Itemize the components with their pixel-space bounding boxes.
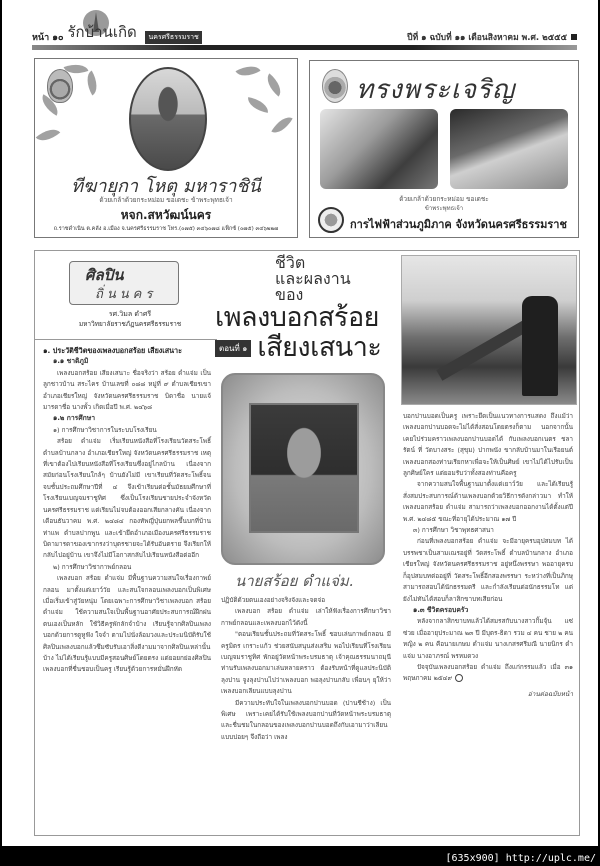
headline-line-5: เสียงเสนาะ <box>257 332 382 363</box>
ad-dedication-2: ข้าพระพุทธเจ้า <box>424 205 464 212</box>
author-name: รศ.วิมล ดำศรี <box>108 310 152 318</box>
subsection-heading: ๑.๑ ชาติภูมิ <box>53 357 89 366</box>
issue-info <box>407 30 577 44</box>
leaves-decoration <box>35 59 105 149</box>
ad-tribute-text: ทีฆายุกา โหตุ มหาราชินี <box>71 176 261 197</box>
episode-badge: ตอนที่ ๑ <box>215 340 251 357</box>
queen-portrait <box>129 67 207 171</box>
pea-emblem-icon <box>318 207 344 233</box>
ad-dedication-1: ด้วยเกล้าด้วยกระหม่อม ขอเดชะ <box>399 195 489 203</box>
paragraph: "ตอนเรียนชั้นประถมที่วัดสระโพธิ์ ชอบเล่นกาพย์กลอน มีครูมิตร เกราะแก้ว ช่วยสนับสนุนส่งเสริม พอไปเรียนที่โรงเรียนเบญจมราชูทิศ พักอยู่วัดหน้าพระบรมธาตุ เจ้าคุณธรรมนาถมุนี ท่านรับเพลงบอกมาเล่นหลายคราว ต้องรับหน้าที่ดูแลประนิบัติลุงปาน จูงลุงปานไปว่าเพลงบอก พอลุงปานกลับ เพื่อนๆ ยุให้ว่าเพลงบอกเลียนแบบลุงปาน <box>221 630 391 696</box>
article-column-2 <box>221 595 391 743</box>
royal-seal-icon <box>322 69 348 103</box>
paragraph: เพลงบอกสร้อย เสียงเสนาะ ชื่อจริงว่า สร้อย ดำแจ่ม เป็นลูกชาวบ้าน สระไคร บ้านเลขที่ ๐๘๘ หมู่ที่ ๙ ตำบลเชียรเขา อำเภอเชียรใหญ่ จังหวัดนครศรีธรรมราช บิดาชื่อ นายแจ้ มารดาชื่อ นางพั้ว เกิดเมื่อปี พ.ศ. ๒๔๖๘ <box>43 368 211 412</box>
paragraph: จากความสนใจพื้นฐานมาตั้งแต่เยาว์วัย และได้เรียนรู้สั่งสมประสบการณ์ด้านเพลงบอกด้วยวิธีการดังกล่าวมา ทำให้เพลงบอกสร้อย ดำแจ่ม สามารถว่าเพลงบอกออกงานได้ตั้งแต่ปี พ.ศ. ๒๔๘๕ ขณะที่อายุได้ประมาณ ๑๗ ปี <box>403 480 573 523</box>
sub-item-heading: ๒) การศึกษาวิชากาพย์กลอน <box>53 562 132 571</box>
brand-tag: นครศรีธรรมราช <box>145 31 201 44</box>
ad-org: การไฟฟ้าส่วนภูมิภาค จังหวัดนครศรีธรรมราช <box>350 218 567 231</box>
square-bullet-icon <box>571 34 577 40</box>
ad-company: หจก.สหวัฒน์นคร <box>120 208 212 222</box>
masthead-rule <box>32 45 577 50</box>
article-headline <box>215 255 415 363</box>
paragraph: สร้อย ดำแจ่ม เริ่มเรียนหนังสือที่โรงเรียนวัดสระโพธิ์ ตำบลบ้านกลาง อำเภอเชียรใหญ่ จังหวัดนครศรีธรรมราช เหตุที่เขาต้องไปเรียนหนังสือที่โรงเรียนซึ่งอยู่ไกลบ้าน เนื่องจากสมัยก่อนโรงเรียนใกล้ๆ บ้านยังไม่มี เขาเรียนที่วัดสระโพธิ์จนจบชั้นประถมศึกษาปีที่ ๔ จึงเข้าเรียนต่อชั้นมัธยมศึกษาที่โรงเรียนเบญจมราชูทิศ ซึ่งเป็นโรงเรียนชายประจำจังหวัดนครศรีธรรมราช แต่เรียนไม่จบต้องออกเสียกลางคัน เนื่องจากเดือนธันวาคม พ.ศ. ๒๔๘๔ กองทัพญี่ปุ่นยกพลขึ้นบกที่บ้านท่าแพ ตำบลปากพูน และเข้ายึดอำเภอเมืองนครศรีธรรมราช บิดามารดาของเขากรงว่าบุตรชายจะได้รับอันตราย จึงเรียกให้กลับไปอยู่บ้าน เขาจึงไม่มีโอกาสกลับไปเรียนหนังสือต่ออีก <box>43 437 211 560</box>
sub-item-heading: ๑) การศึกษาวิชาการในระบบโรงเรียน <box>53 425 157 434</box>
continued-next-issue: อ่านต่อฉบับหน้า <box>527 689 573 698</box>
photo-detail <box>522 296 558 396</box>
portrait-frame <box>221 373 385 565</box>
author-affiliation: มหาวิทยาลัยราชภัฏนครศรีธรรมราช <box>78 320 182 328</box>
sub-item-heading: ๓) การศึกษา วิชาพุทธศาสนา <box>413 526 494 535</box>
headline-line-3: ของ <box>275 285 304 304</box>
subsection-heading: ๑.๒ การศึกษา <box>53 414 96 423</box>
headline-line-2: และผลงาน <box>275 269 351 288</box>
paragraph: ก่อนที่เพลงบอกสร้อย ดำแจ่ม จะมีอายุครบอุปสมบท ได้บรรพชาเป็นสามเณรอยู่ที่ วัดสระโพธิ์ ตำบลบ้านกลาง อำเภอเชียรใหญ่ จังหวัดนครศรีธรรมราช อยู่หนึ่งพรรษา พออายุครบก็อุปสมบทต่ออยู่ที่ วัดสระโพธิ์อีกสองพรรษา ระหว่างที่เป็นภิกษุสามารถสอบได้นักธรรมตรี และกำลังเรียนต่อนักธรรมโท แต่ยังไม่ทันได้สอบก็ลาสิกขาบทเสียก่อน <box>403 537 573 603</box>
paragraph: บอกปานบอดเป็นครู เพราะยึดเป็นแนวทางการแสดง ถึงแม้ว่าเพลงบอกปานบอดจะไม่ได้สั่งสอนโดยตรงก็ตาม นอกจากนั้นเคยไปร่วมคราวเพลงบอกปานบอดได้ กับเพลงบอกเนตร ชลารัตน์ ที่ วัดบางสระ (สุขุม) ปากพนัง ขากลับบ้านมาในเรือยนต์ เพลงบอกสองท่านเรียกหาเพื่อจะให้เป็นศิษย์ เขาไม่ได้ไปรับเป็นลูกศิษย์ใคร แต่ยอมรับว่าทั้งสองท่านคือครู <box>403 412 573 478</box>
ad-dedication: ด้วยเกล้าด้วยกระหม่อม ขอเดชะ ข้าพระพุทธเจ้า <box>99 196 233 204</box>
article <box>34 250 580 836</box>
end-mark-icon <box>455 674 463 682</box>
newspaper-page <box>2 0 598 846</box>
royal-visit-photo-1 <box>320 109 438 189</box>
headline-line-1: ชีวิต <box>275 253 306 272</box>
watermark: [635x900] http://uplc.me/ <box>445 853 596 864</box>
article-column-1 <box>43 345 211 676</box>
portrait-photo <box>249 403 359 533</box>
ceremony-photo <box>401 255 577 405</box>
closing-text: ปัจจุบันเพลงบอกสร้อย ดำแจ่ม ถึงแก่กรรมแล้ว เมื่อ ๓๑ พฤษภาคม ๒๕๔๙ <box>403 662 573 683</box>
divider <box>35 339 217 340</box>
ad-title: ทรงพระเจริญ <box>356 75 516 105</box>
headline-row <box>215 333 415 363</box>
paragraph: มีความประทับใจในเพลงบอกปานบอด (ปานชีช้าง) เป็นพิเศษ เพราะเคยได้รับใช้เพลงบอกปานที่วัดหน้าพระบรมธาตุ และชื่นชมในกลอนของเพลงบอกปานบอดถึงกับเอามาว่าเลียนแบบบ่อยๆ จึงถือว่า เพลง <box>221 698 391 741</box>
paragraph <box>403 662 573 685</box>
masthead <box>32 14 577 50</box>
ad-address: ถ.ราชดำเนิน ต.คลัง อ.เมือง จ.นครศรีธรรมราช โทร.(๐๗๕) ๓๔๖๐๗๘ แฟ็กซ์ (๐๗๕) ๓๔๖๒๒๗ <box>53 226 279 232</box>
brand-logo <box>67 18 137 44</box>
column-logo <box>45 257 215 339</box>
subsection-heading: ๑.๓ ชีวิตครอบครัว <box>413 605 469 614</box>
column-logo-text-1: ศิลปิน <box>85 266 124 284</box>
royal-seal-icon <box>47 69 73 103</box>
column-logo-text-2: ถิ่นนคร <box>95 287 157 302</box>
signature: นายสร้อย ดำแจ่ม. <box>235 572 354 590</box>
brand-name: รักบ้านเกิด <box>67 23 137 41</box>
leaves-decoration-right <box>227 59 297 149</box>
paragraph: เพลงบอก สร้อย ดำแจ่ม เล่าให้ฟังเรื่องการศึกษาวิชากาพย์กลอนและเพลงบอกไว้ดังนี้ <box>221 607 391 627</box>
issue-text: ปีที่ ๑ ฉบับที่ ๑๑ เดือนสิงหาคม พ.ศ. ๒๕๕๕ <box>407 33 567 43</box>
paragraph: เพลงบอก สร้อย ดำแจ่ม มีพื้นฐานความสนใจเรื่องกาพย์กลอน มาตั้งแต่เยาว์วัย และสนใจกลอนเพลงบอกเป็นพิเศษ เมื่อเริ่มเข้าสู่วัยหนุ่ม โดยเฉพาะการศึกษาวิชาเพลงบอก สร้อย ดำแจ่ม ใช้ความสนใจเป็นพื้นฐานอาศัยประสบการณ์ฝึกฝนตนเองเป็นหลัก ใช้วิธีครูพักลักจำบ้าง เรียนรู้จากศิลปินเพลงบอกด้วยการดูหูฟัง ใจจำ ตามไปนั่งล้อมวงและประมนิบัติรับใช้ศิลปินเพลงบอกแล้วซึมซับรับเอาสิ่งดีงามมาจากศิลปินเหล่านั้นบ้าง ไม่ได้เรียนรู้แบบมีครูสอนศิษย์โดยตรง แต่ยอยกย่องศิลปินเพลงบอกที่ชื่นชอบเป็นครู เรียนรู้ด้วยการหมั่นฝึกหัด <box>43 574 211 674</box>
page-number: หน้า ๑๐ <box>32 33 64 43</box>
section-heading: ๑. ประวัติชีวิตของเพลงบอกสร้อย เสียงเสนาะ <box>43 346 182 355</box>
masthead-left <box>32 18 202 44</box>
ad-queen-tribute <box>34 58 298 238</box>
paragraph: หลังจากลาสิกขาบทแล้วได้สมรสกับนางสาวกิ้มจุ้น แซ่ซ่วย เมื่ออายุประมาณ ๒๓ ปี มีบุตร-ธิดา รวม ๔ คน ชาย ๒ คน หญิง ๒ คน คือนายเกษม ดำแจ่ม นางเกสรศรีมณี นายนิกร ดำแจ่ม นางอาภรณ์ พรหมดวง <box>403 617 573 660</box>
headline-line-4: เพลงบอกสร้อย <box>215 302 379 333</box>
royal-visit-photo-2 <box>450 109 568 189</box>
article-column-3 <box>403 411 573 700</box>
ad-pea-tribute <box>309 60 579 238</box>
paragraph: ปฏิบัติด้วยตนเองอย่างจริงจังและจดจ่อ <box>221 596 326 604</box>
